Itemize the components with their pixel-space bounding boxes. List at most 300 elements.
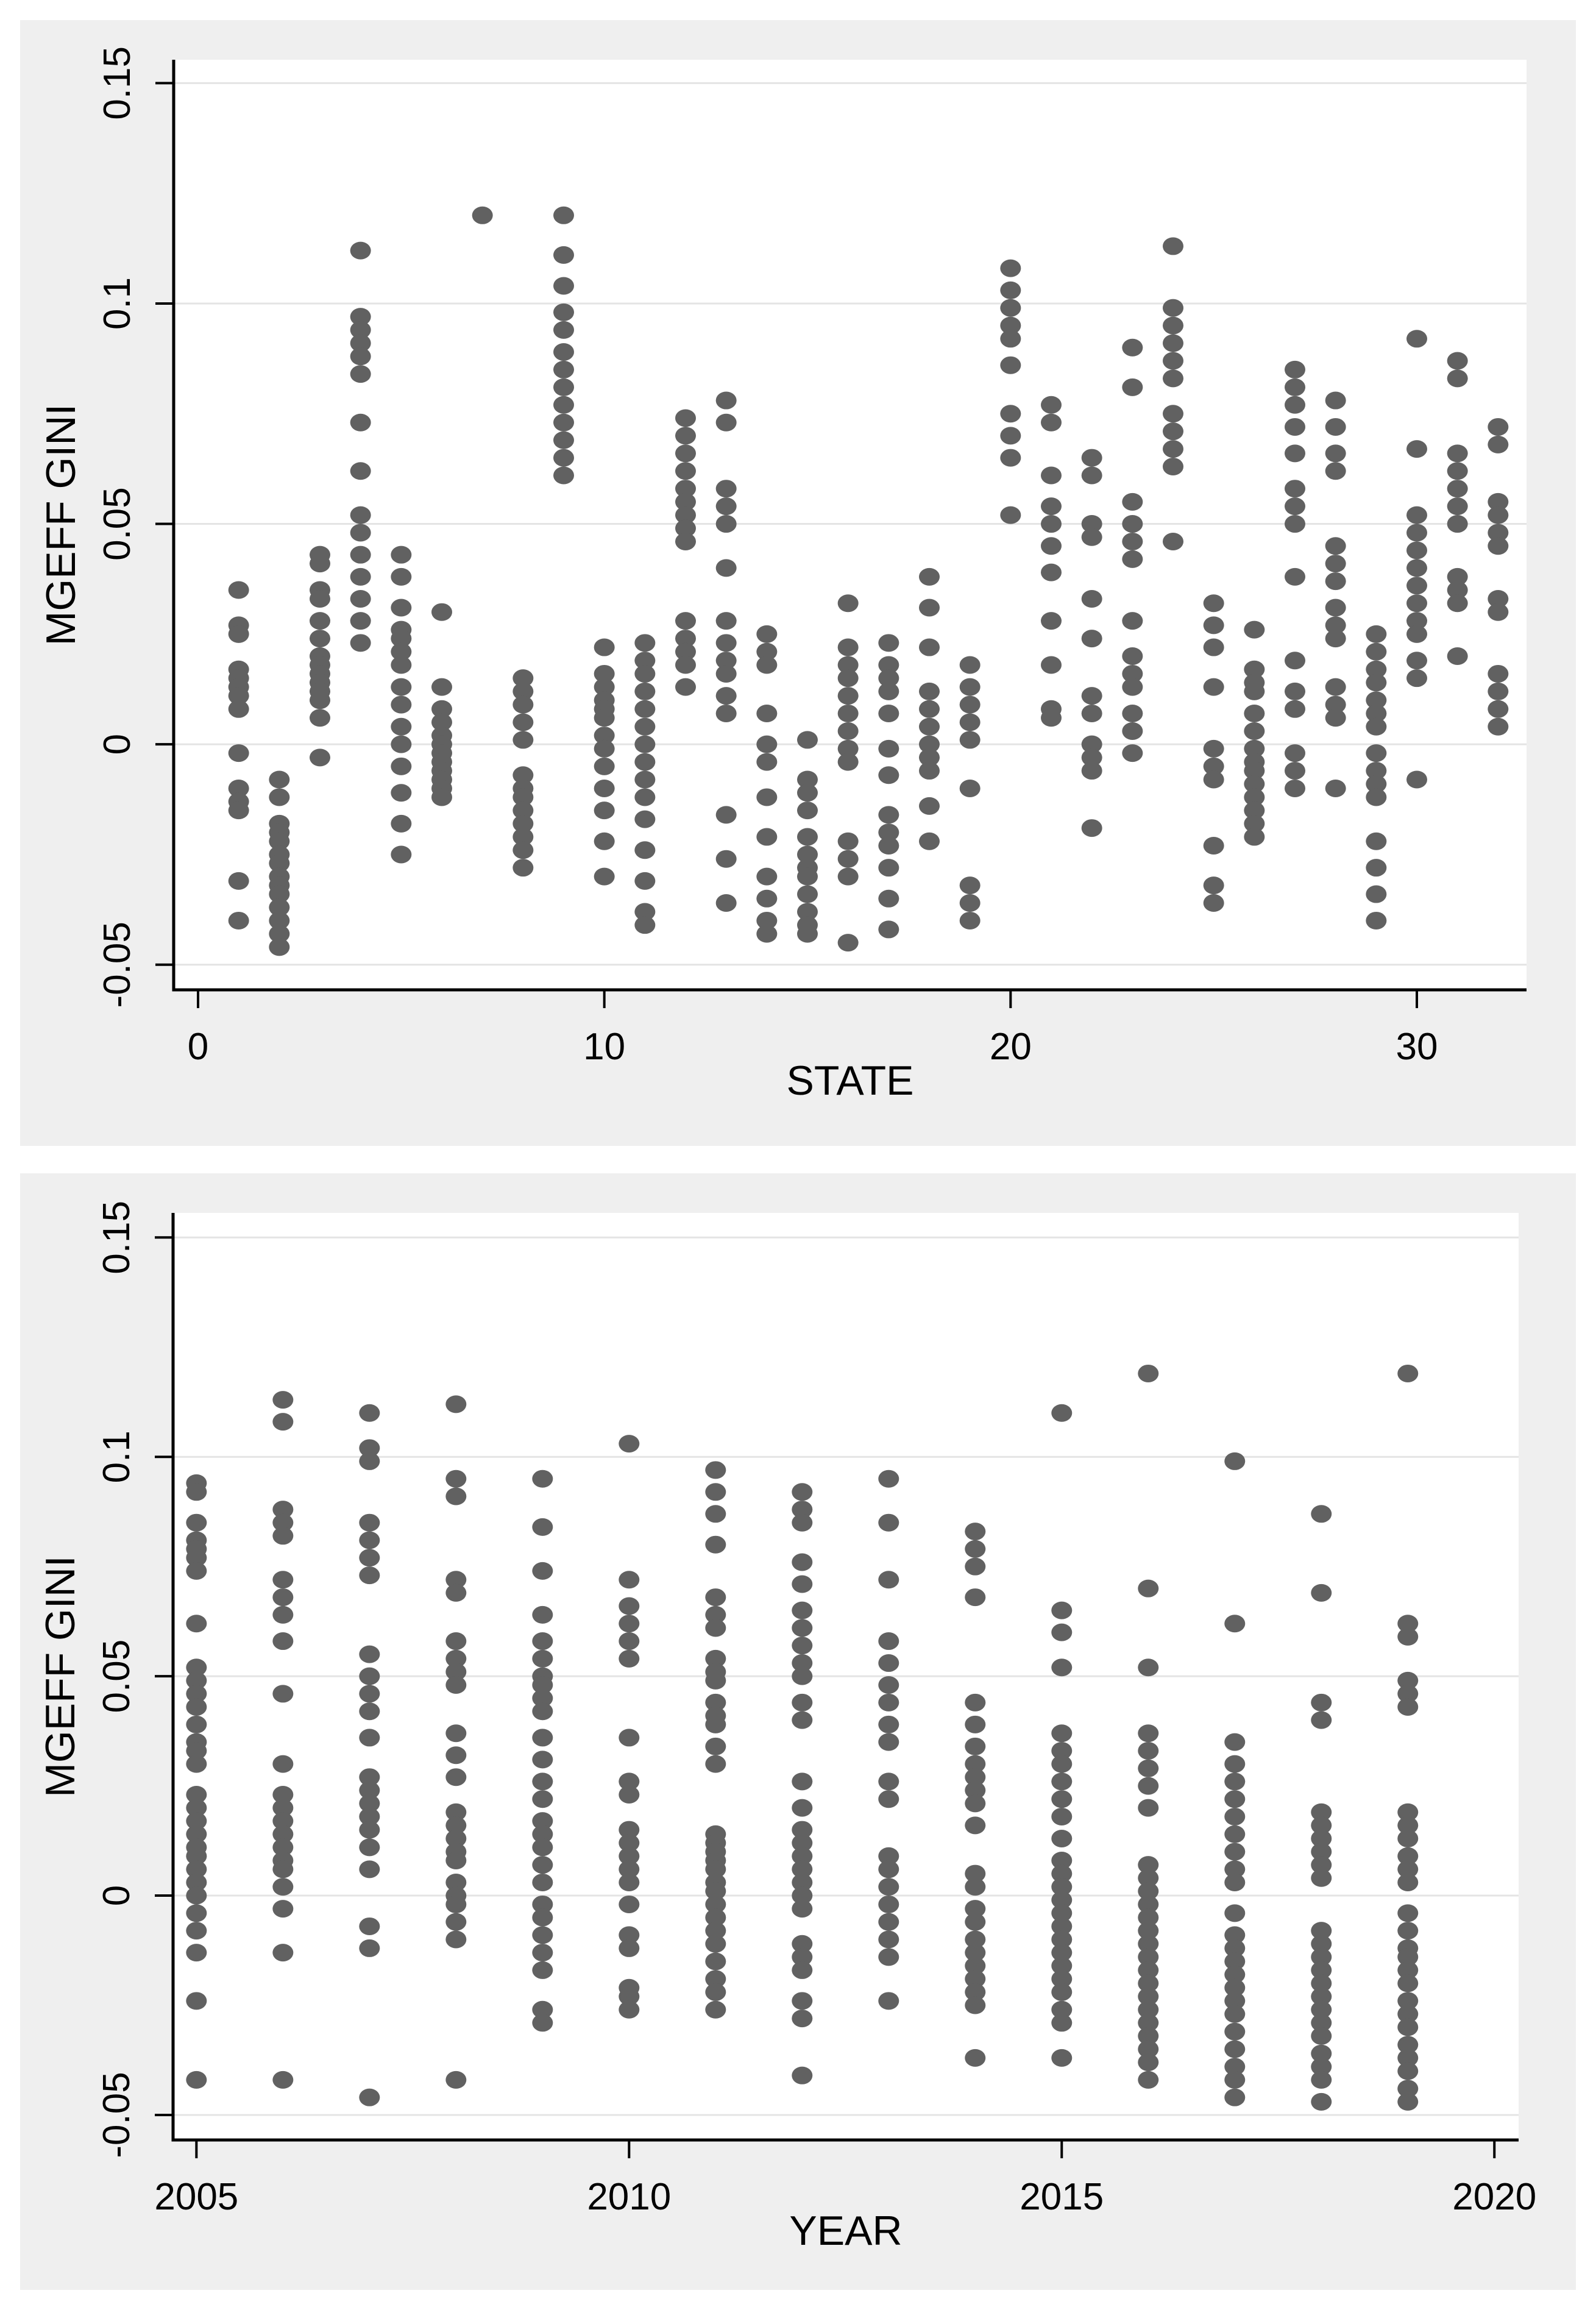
data-point (965, 1794, 985, 1812)
data-point (1224, 2089, 1245, 2106)
data-point (445, 1896, 466, 1913)
data-point (1051, 1790, 1072, 1808)
y-axis-title: MGEFF GINI (37, 1555, 83, 1797)
data-point (1488, 436, 1508, 453)
data-point (965, 1997, 985, 2014)
data-point (1397, 1904, 1418, 1922)
data-point (1138, 2071, 1158, 2089)
data-point (512, 696, 533, 714)
data-point (965, 1523, 985, 1540)
data-point (1163, 369, 1183, 387)
data-point (553, 361, 574, 379)
data-point (1204, 678, 1224, 696)
data-point (532, 1562, 553, 1580)
data-point (391, 678, 411, 696)
data-point (838, 722, 859, 740)
data-point (792, 1799, 812, 1817)
data-point (391, 784, 411, 802)
data-point (1285, 515, 1305, 533)
data-point (705, 1738, 726, 1755)
data-point (1488, 683, 1508, 700)
data-point (634, 872, 655, 890)
data-point (960, 876, 981, 894)
data-point (716, 894, 737, 912)
data-point (1224, 1790, 1245, 1808)
data-point (391, 845, 411, 863)
data-point (634, 718, 655, 736)
data-point (350, 365, 371, 383)
data-point (350, 590, 371, 608)
data-point (878, 859, 899, 876)
data-point (445, 1470, 466, 1488)
data-point (272, 1878, 293, 1896)
data-point (838, 705, 859, 722)
data-point (960, 696, 981, 714)
data-point (1244, 621, 1264, 639)
data-point (229, 802, 249, 819)
data-point (838, 850, 859, 868)
data-point (878, 1733, 899, 1751)
data-point (1082, 466, 1102, 484)
y-tick-label: 0.1 (96, 277, 138, 330)
data-point (350, 568, 371, 586)
data-point (359, 1549, 380, 1566)
data-point (350, 414, 371, 432)
data-point (1311, 2071, 1332, 2089)
data-point (1224, 2071, 1245, 2089)
data-point (705, 1672, 726, 1690)
data-point (878, 1676, 899, 1694)
data-point (1244, 722, 1264, 740)
data-point (553, 379, 574, 396)
data-point (359, 1514, 380, 1532)
data-point (1000, 405, 1021, 422)
data-point (1406, 577, 1427, 594)
data-point (705, 1716, 726, 1733)
data-point (1311, 1505, 1332, 1523)
data-point (756, 828, 777, 846)
data-point (532, 1961, 553, 1979)
data-point (1163, 352, 1183, 369)
data-point (1041, 612, 1062, 630)
data-point (919, 718, 940, 736)
data-point (553, 396, 574, 414)
data-point (359, 1821, 380, 1839)
data-point (756, 625, 777, 643)
data-point (359, 1668, 380, 1685)
data-point (359, 1860, 380, 1878)
data-point (1122, 515, 1143, 533)
data-point (186, 1922, 207, 1939)
data-point (359, 1939, 380, 1957)
data-point (532, 1470, 553, 1488)
data-point (705, 1461, 726, 1479)
data-point (716, 414, 737, 432)
data-point (186, 1698, 207, 1716)
data-point (1041, 709, 1062, 727)
data-point (838, 833, 859, 850)
data-point (1406, 330, 1427, 347)
y-tick-label: -0.05 (96, 2072, 138, 2158)
data-point (1366, 859, 1386, 876)
x-tick-label: 2010 (587, 2176, 672, 2218)
data-point (532, 1874, 553, 1891)
data-point (1000, 330, 1021, 347)
data-point (756, 925, 777, 943)
data-point (272, 1606, 293, 1624)
data-point (391, 656, 411, 674)
data-point (1082, 590, 1102, 608)
data-point (1138, 1365, 1158, 1382)
data-point (1311, 1869, 1332, 1887)
data-point (1447, 497, 1468, 515)
data-point (186, 1514, 207, 1532)
data-point (705, 2001, 726, 2019)
data-point (269, 938, 289, 956)
data-point (359, 1452, 380, 1470)
data-point (1325, 780, 1346, 797)
data-point (878, 1694, 899, 1711)
data-point (716, 497, 737, 515)
data-point (1325, 418, 1346, 436)
x-axis-title: YEAR (789, 2208, 903, 2254)
data-point (359, 1918, 380, 1935)
data-point (675, 678, 696, 696)
data-point (675, 444, 696, 462)
data-point (532, 1944, 553, 1961)
data-point (1051, 1724, 1072, 1742)
data-point (1397, 1365, 1418, 1382)
data-point (1041, 466, 1062, 484)
data-point (1051, 1755, 1072, 1773)
data-point (716, 515, 737, 533)
data-point (1000, 299, 1021, 317)
data-point (1204, 876, 1224, 894)
data-point (716, 612, 737, 630)
data-point (445, 1746, 466, 1764)
data-point (350, 612, 371, 630)
data-point (919, 683, 940, 700)
data-point (1397, 1698, 1418, 1716)
data-point (350, 347, 371, 365)
data-point (960, 780, 981, 797)
data-point (965, 1588, 985, 1606)
data-point (229, 744, 249, 762)
data-point (1000, 282, 1021, 299)
data-point (756, 890, 777, 908)
data-point (272, 1588, 293, 1606)
data-point (919, 639, 940, 656)
data-point (1041, 564, 1062, 581)
data-point (1285, 700, 1305, 718)
x-tick-label: 2020 (1452, 2176, 1537, 2218)
data-point (1204, 771, 1224, 789)
data-point (960, 656, 981, 674)
data-point (838, 687, 859, 705)
data-point (445, 1676, 466, 1694)
x-tick-label: 2015 (1020, 2176, 1104, 2218)
data-point (1051, 1624, 1072, 1641)
data-point (878, 683, 899, 700)
data-point (878, 1913, 899, 1931)
data-point (1325, 709, 1346, 727)
data-point (634, 700, 655, 718)
data-point (594, 802, 615, 819)
data-point (960, 912, 981, 929)
data-point (1163, 317, 1183, 335)
data-point (532, 1856, 553, 1874)
data-point (1447, 647, 1468, 665)
data-point (1406, 506, 1427, 524)
data-point (1285, 418, 1305, 436)
data-point (838, 934, 859, 951)
state-scatter-chart (20, 20, 1576, 1146)
data-point (1366, 643, 1386, 661)
data-point (1447, 480, 1468, 497)
data-point (675, 656, 696, 674)
data-point (359, 1404, 380, 1422)
data-point (1163, 335, 1183, 352)
data-point (634, 788, 655, 806)
data-point (553, 304, 574, 321)
data-point (431, 603, 452, 621)
data-point (965, 1694, 985, 1711)
data-point (756, 656, 777, 674)
data-point (965, 1913, 985, 1931)
data-point (272, 1685, 293, 1702)
data-point (878, 1716, 899, 1733)
data-point (350, 524, 371, 542)
data-point (705, 1536, 726, 1554)
data-point (1311, 1711, 1332, 1729)
data-point (350, 634, 371, 652)
data-point (716, 559, 737, 577)
y-tick-label: 0.05 (96, 1639, 138, 1713)
data-point (919, 568, 940, 586)
data-point (445, 1852, 466, 1869)
data-point (792, 1772, 812, 1790)
data-point (792, 1992, 812, 2010)
data-point (391, 599, 411, 616)
data-point (1325, 678, 1346, 696)
y-tick-label: 0 (96, 1885, 138, 1907)
y-axis-title: MGEFF GINI (38, 403, 84, 646)
data-point (1163, 458, 1183, 475)
data-point (594, 780, 615, 797)
data-point (1082, 449, 1102, 467)
x-tick-label: 30 (1396, 1026, 1438, 1068)
data-point (619, 1874, 639, 1891)
data-point (1488, 537, 1508, 555)
data-point (878, 920, 899, 938)
data-point (1397, 1874, 1418, 1891)
data-point (878, 1571, 899, 1588)
data-point (1138, 1724, 1158, 1742)
data-point (532, 1702, 553, 1720)
data-point (756, 788, 777, 806)
data-point (186, 1887, 207, 1905)
data-point (705, 1505, 726, 1523)
data-point (1204, 837, 1224, 855)
data-point (792, 1961, 812, 1979)
data-point (1082, 687, 1102, 705)
data-point (272, 1632, 293, 1650)
data-point (1041, 414, 1062, 432)
data-point (310, 691, 330, 709)
data-point (965, 1558, 985, 1576)
data-point (619, 1729, 639, 1746)
data-point (634, 841, 655, 859)
data-point (878, 1772, 899, 1790)
data-point (532, 1606, 553, 1624)
data-point (960, 894, 981, 912)
data-point (359, 1566, 380, 1584)
data-point (1397, 2062, 1418, 2080)
data-point (878, 766, 899, 784)
data-point (716, 806, 737, 823)
data-point (675, 462, 696, 480)
data-point (797, 868, 818, 886)
data-point (634, 753, 655, 771)
data-point (1406, 652, 1427, 669)
data-point (1224, 1808, 1245, 1825)
data-point (431, 678, 452, 696)
data-point (965, 1716, 985, 1733)
data-point (756, 736, 777, 753)
data-point (1285, 480, 1305, 497)
data-point (391, 568, 411, 586)
data-point (1138, 1658, 1158, 1676)
data-point (1366, 833, 1386, 850)
data-point (229, 625, 249, 643)
data-point (272, 1391, 293, 1409)
data-point (1000, 449, 1021, 467)
data-point (838, 594, 859, 612)
data-point (532, 1926, 553, 1944)
data-point (1000, 427, 1021, 444)
data-point (878, 1860, 899, 1878)
data-point (1366, 625, 1386, 643)
data-point (512, 859, 533, 876)
data-point (229, 912, 249, 929)
data-point (878, 740, 899, 758)
data-point (269, 771, 289, 789)
y-tick-label: 0.15 (96, 1200, 138, 1274)
data-point (350, 506, 371, 524)
data-point (1325, 555, 1346, 572)
data-point (1138, 1799, 1158, 1817)
data-point (553, 277, 574, 295)
data-point (919, 833, 940, 850)
data-point (965, 1738, 985, 1755)
data-point (634, 811, 655, 828)
data-point (1366, 788, 1386, 806)
data-point (1204, 639, 1224, 656)
data-point (792, 1602, 812, 1619)
data-point (1285, 744, 1305, 762)
data-point (1488, 718, 1508, 736)
data-point (532, 1632, 553, 1650)
data-point (445, 1768, 466, 1786)
data-point (553, 246, 574, 264)
data-point (186, 1992, 207, 2010)
data-point (1406, 771, 1427, 789)
data-point (792, 1668, 812, 1685)
data-point (1406, 669, 1427, 687)
data-point (532, 1650, 553, 1668)
data-point (1051, 1772, 1072, 1790)
data-point (960, 714, 981, 731)
data-point (310, 709, 330, 727)
data-point (1488, 603, 1508, 621)
data-point (310, 630, 330, 647)
data-point (1285, 444, 1305, 462)
data-point (359, 1702, 380, 1720)
data-point (1406, 524, 1427, 542)
data-point (1204, 594, 1224, 612)
data-point (594, 758, 615, 775)
data-point (532, 1772, 553, 1790)
data-point (532, 1838, 553, 1856)
data-point (445, 1395, 466, 1413)
data-point (716, 480, 737, 497)
data-point (878, 1931, 899, 1949)
data-point (1082, 705, 1102, 722)
data-point (1224, 1874, 1245, 1891)
data-point (1163, 237, 1183, 255)
data-point (594, 833, 615, 850)
data-point (229, 581, 249, 599)
data-point (1224, 2023, 1245, 2041)
data-point (186, 1483, 207, 1501)
data-point (878, 1654, 899, 1672)
y-tick-label: 0.15 (96, 46, 138, 120)
data-point (1122, 533, 1143, 550)
data-point (445, 1931, 466, 1949)
data-point (594, 740, 615, 758)
data-point (1000, 506, 1021, 524)
data-point (512, 841, 533, 859)
data-point (359, 2089, 380, 2106)
data-point (619, 1615, 639, 1632)
data-point (594, 868, 615, 886)
data-point (1051, 1983, 1072, 2001)
data-point (965, 1816, 985, 1834)
data-point (445, 1724, 466, 1742)
data-point (269, 788, 289, 806)
data-point (1138, 1580, 1158, 1598)
data-point (350, 546, 371, 564)
data-point (1244, 828, 1264, 846)
data-point (594, 709, 615, 727)
data-point (1397, 1975, 1418, 1992)
data-point (229, 700, 249, 718)
data-point (1051, 2049, 1072, 2067)
data-point (716, 634, 737, 652)
x-tick-label: 2005 (154, 2176, 239, 2218)
data-point (391, 736, 411, 753)
data-point (310, 612, 330, 630)
data-point (431, 788, 452, 806)
data-point (838, 639, 859, 656)
data-point (186, 1904, 207, 1922)
data-point (919, 797, 940, 815)
data-point (878, 1992, 899, 2010)
data-point (1122, 705, 1143, 722)
data-point (1122, 550, 1143, 568)
data-point (1224, 1755, 1245, 1773)
data-point (532, 1909, 553, 1927)
